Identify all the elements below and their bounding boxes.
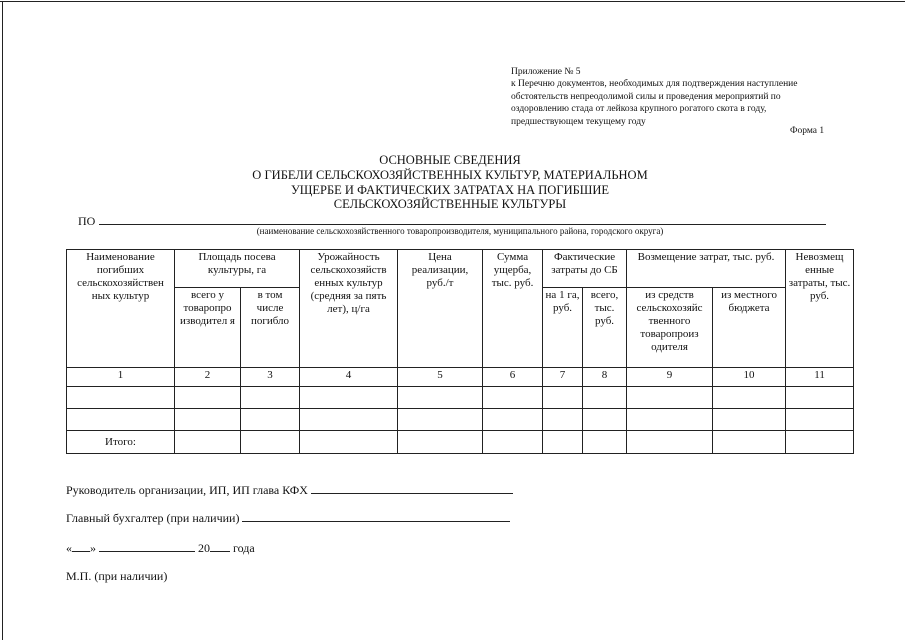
column-number: 11 <box>786 368 854 387</box>
header-comp-producer: из средств сельскохозяйс твенного товаропроиз одителя <box>627 288 713 368</box>
appendix-line: к Перечню документов, необходимых для подтверждения наступление <box>511 79 798 90</box>
table-cell[interactable] <box>583 431 627 454</box>
header-area: Площадь посева культуры, га <box>175 250 300 288</box>
table-cell[interactable] <box>543 387 583 409</box>
appendix-line: обстоятельств непреодолимой силы и проведения мероприятий по <box>511 91 781 102</box>
date-field <box>66 540 255 556</box>
table-cell[interactable] <box>483 431 543 454</box>
table-cell[interactable] <box>713 409 786 431</box>
header-damage: Сумма ущерба, тыс. руб. <box>483 250 543 368</box>
year-suffix: года <box>233 541 255 555</box>
document-title <box>240 153 660 212</box>
accountant-signature-label: Главный бухгалтер (при наличии) <box>66 511 240 525</box>
column-number: 5 <box>398 368 483 387</box>
table-cell[interactable] <box>67 387 175 409</box>
appendix-line: оздоровлению стада от лейкоза крупного рогатого скота в году, <box>511 104 767 115</box>
table-cell[interactable] <box>67 409 175 431</box>
header-area-total: всего у товаропро изводител я <box>175 288 241 368</box>
appendix-note <box>511 66 851 128</box>
table-cell[interactable] <box>241 409 300 431</box>
table-row <box>67 387 854 409</box>
table-cell[interactable] <box>786 387 854 409</box>
header-actual-costs: Фактические затраты до СБ <box>543 250 627 288</box>
table-cell[interactable] <box>713 431 786 454</box>
total-row <box>67 431 854 454</box>
table-cell[interactable] <box>786 431 854 454</box>
day-line[interactable] <box>72 540 90 552</box>
page-border-left <box>2 1 3 640</box>
table-cell[interactable] <box>483 409 543 431</box>
po-label: ПО <box>78 214 96 228</box>
table-cell[interactable] <box>543 409 583 431</box>
table-cell[interactable] <box>483 387 543 409</box>
total-label: Итого: <box>67 431 175 454</box>
header-row <box>67 250 854 288</box>
table-cell[interactable] <box>300 409 398 431</box>
table-cell[interactable] <box>241 431 300 454</box>
header-crop-name: Наименование погибших сельскохозяйствен ных культур <box>67 250 175 368</box>
table-cell[interactable] <box>398 409 483 431</box>
stamp-note: М.П. (при наличии) <box>66 569 168 583</box>
header-yield: Урожайность сельскохозяйств енных культур (средняя за пять лет), ц/га <box>300 250 398 368</box>
header-costs-per-ha: на 1 га, руб. <box>543 288 583 368</box>
accountant-signature-line[interactable] <box>242 510 510 522</box>
month-line[interactable] <box>99 540 195 552</box>
title-line: ОСНОВНЫЕ СВЕДЕНИЯ <box>379 153 521 167</box>
table-cell[interactable] <box>627 387 713 409</box>
column-number: 2 <box>175 368 241 387</box>
appendix-line: предшествующем текущему году <box>511 116 646 127</box>
header-nonrecovered: Невозмещ енные затраты, тыс. руб. <box>786 250 854 368</box>
head-signature-label: Руководитель организации, ИП, ИП глава КФХ <box>66 483 308 497</box>
po-fill-line[interactable] <box>99 224 826 225</box>
date-quote-close: » <box>90 541 96 555</box>
table-cell[interactable] <box>583 409 627 431</box>
table-cell[interactable] <box>398 387 483 409</box>
table-cell[interactable] <box>713 387 786 409</box>
table-cell[interactable] <box>627 431 713 454</box>
table-cell[interactable] <box>300 431 398 454</box>
column-number: 4 <box>300 368 398 387</box>
table-cell[interactable] <box>543 431 583 454</box>
data-table <box>66 249 854 454</box>
year-prefix: 20 <box>198 541 210 555</box>
column-number: 9 <box>627 368 713 387</box>
column-number: 10 <box>713 368 786 387</box>
header-area-lost: в том числе погибло <box>241 288 300 368</box>
column-number: 7 <box>543 368 583 387</box>
table-cell[interactable] <box>786 409 854 431</box>
table-cell[interactable] <box>175 387 241 409</box>
header-compensation: Возмещение затрат, тыс. руб. <box>627 250 786 288</box>
year-line[interactable] <box>210 540 230 552</box>
accountant-signature <box>66 510 510 526</box>
table-row <box>67 409 854 431</box>
table-cell[interactable] <box>175 431 241 454</box>
title-line: О ГИБЕЛИ СЕЛЬСКОХОЗЯЙСТВЕННЫХ КУЛЬТУР, МАТЕРИАЛЬНОМ <box>252 167 648 182</box>
title-line: СЕЛЬСКОХОЗЯЙСТВЕННЫЕ КУЛЬТУРЫ <box>333 197 567 212</box>
appendix-line: Приложение № 5 <box>511 67 581 77</box>
head-signature-line[interactable] <box>311 482 513 494</box>
po-caption: (наименование сельскохозяйственного товаропроизводителя, муниципального района, городского округа) <box>256 226 664 236</box>
header-costs-total: всего, тыс. руб. <box>583 288 627 368</box>
form-number: Форма 1 <box>790 126 825 136</box>
table-cell[interactable] <box>583 387 627 409</box>
head-signature <box>66 482 513 498</box>
table-cell[interactable] <box>241 387 300 409</box>
table-cell[interactable] <box>175 409 241 431</box>
table-cell[interactable] <box>300 387 398 409</box>
page-border-top <box>0 1 905 2</box>
column-number: 8 <box>583 368 627 387</box>
column-number-row <box>67 368 854 387</box>
column-number: 6 <box>483 368 543 387</box>
header-price: Цена реализации, руб./т <box>398 250 483 368</box>
table-cell[interactable] <box>398 431 483 454</box>
column-number: 1 <box>67 368 175 387</box>
date-quote-open: « <box>66 541 72 555</box>
table-cell[interactable] <box>627 409 713 431</box>
column-number: 3 <box>241 368 300 387</box>
header-comp-local: из местного бюджета <box>713 288 786 368</box>
title-line: УЩЕРБЕ И ФАКТИЧЕСКИХ ЗАТРАТАХ НА ПОГИБШИЕ <box>290 182 610 197</box>
